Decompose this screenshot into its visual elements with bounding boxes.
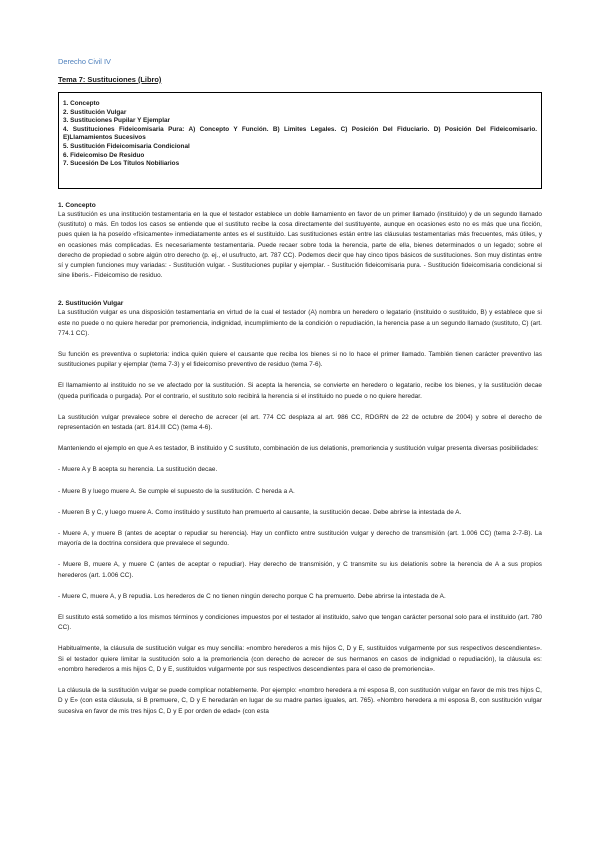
list-item: - Muere B, muere A, y muere C (antes de aceptar o repudiar). Hay derecho de transmisión, y C transmite su ius delationis sobre la herencia de A a sus propios herederos (art. 1.006 CC). <box>58 561 542 579</box>
toc-item: 1. Concepto <box>63 100 100 107</box>
toc-item: 7. Sucesión De Los Títulos Nobiliarios <box>63 160 180 168</box>
paragraph: La sustitución es una institución testamentaria en la que el testador establece un doble llamamiento en favor de un primer llamado (instituido) y de un segundo llamado (sustituto) o más. En todos los casos se entiende que el sustituto recibe la cosa directamente del sustituyente, aunque en ocasiones esto no es más que una ficción, pues quien la ha poseído «físicamente» inmediatamente antes es el sustituido. Las sustituciones están entre las cláusulas testamentarias más frecuentes, más útiles, y en ocasiones más complicadas. Es necesariamente testamentaria. Puede recaer sobre toda la herencia, parte de ella, bienes determinados o un legado; sobre el derecho de propiedad o sobre algún otro derecho (p. ej., el usufructo, art. 787 CC). Podemos decir que hay cinco tipos básicos de sustituciones. Son muy distintas entre sí y cumplen funciones muy variadas: - Sustitución vulgar. - Sustituciones pupilar y ejemplar. - Sustitución fideicomisaria pura. - Sustitución fideicomisaria condicional si sine liberis.- Fideicomiso de residuo. <box>58 211 542 280</box>
list-item: - Muere A y B acepta su herencia. La sustitución decae. <box>58 466 218 474</box>
course-title: Derecho Civil IV <box>58 57 111 66</box>
toc-item: 4. Sustituciones Fideicomisaria Pura: A) Concepto Y Función. B) Limites Legales. C) Posición Del Fiduciario. D) Posición Del Fideicomisario. E)Llamamientos Sucesivos <box>63 125 537 142</box>
table-of-contents <box>58 92 542 189</box>
toc-item: 3. Sustituciones Pupilar Y Ejemplar <box>63 117 171 125</box>
section-heading: 2. Sustitución Vulgar <box>58 300 124 308</box>
document-body <box>58 201 542 717</box>
paragraph: La cláusula de la sustitución vulgar se puede complicar notablemente. Por ejemplo: «nombro heredera a mi esposa B, con sustitución vulgar en favor de mis tres hijos C, D y E» (con esta cláusula, si B premuere, C, D y E heredarán en lugar de su madre partes iguales, art. 765). «Nombro heredera a mi esposa B, con sustitución vulgar sucesiva en favor de mis tres hijos C, D y E por orden de edad» (con esta <box>58 687 542 715</box>
paragraph: La sustitución vulgar prevalece sobre el derecho de acrecer (el art. 774 CC desplaza al art. 986 CC, RDGRN de 22 de octubre de 2004) y sobre el derecho de representación en testada (art. 814.III CC) (tema 4-6). <box>58 413 542 432</box>
paragraph: Habitualmente, la cláusula de sustitución vulgar es muy sencilla: «nombro herederos a mis hijos C, D y E, sustituidos vulgarmente por sus respectivos descendientes». Si el testador quiere limitar la sustitución solo a la premoriencia (con derecho de acrecer de sus hermanos en casos de indignidad o repudiación), la cláusula es: «nombro herederos a mis hijos C, D y E, sustituidos vulgarmente por sus respectivos descendientes para el caso de premoriencia». <box>58 645 542 673</box>
paragraph: La sustitución vulgar es una disposición testamentaria en virtud de la cual el testador (A) nombra un heredero o legatario (instituido o sustituido, B) y establece que si este no puede o no quiere heredar por premoriencia, indignidad, incumplimiento de la condición o repudiación, la herencia pase a un segundo llamado (sustituto, C) (art. 774.1 CC). <box>58 309 542 337</box>
paragraph: El sustituto está sometido a los mismos términos y condiciones impuestos por el testador al instituido, salvo que tengan carácter personal solo para el instituido (art. 780 CC). <box>58 614 542 632</box>
topic-title: Tema 7: Sustituciones (Libro) <box>58 75 162 84</box>
toc-item: 5. Sustitución Fideicomisaria Condicional <box>63 142 190 150</box>
list-item: - Muere A, y muere B (antes de aceptar o repudiar su herencia). Hay un conflicto entre sustitución vulgar y derecho de transmisión (art. 1.006 CC) (tema 2-7-B). La mayoría de la doctrina considera que prevalece el segundo. <box>58 530 542 548</box>
paragraph: Su función es preventiva o supletoria: indica quién quiere el causante que reciba los bienes si no lo hace el primer llamado. También tienen carácter preventivo las sustituciones pupilar y ejemplar (tema 7-3) y el fideicomiso preventivo de residuo (tema 7-6). <box>58 351 542 369</box>
list-item: - Muere B y luego muere A. Se cumple el supuesto de la sustitución. C hereda a A. <box>58 487 295 495</box>
toc-item: 6. Fideicomiso De Residuo <box>63 151 145 159</box>
toc-item: 2. Sustitución Vulgar <box>63 108 127 116</box>
paragraph: El llamamiento al instituido no se ve afectado por la sustitución. Si acepta la herencia, se convierte en heredero o legatario, recibe los bienes, y la sustitución decae (queda purificada o purgada). Por el contrario, el sustituto solo recibirá la herencia si el instituido no puede o no quiere heredar. <box>58 382 542 400</box>
section-heading: 1. Concepto <box>58 202 96 209</box>
list-item: - Muere C, muere A, y B repudia. Los herederos de C no tienen ningún derecho porque C ha premuerto. Debe abrirse la intestada de A. <box>58 592 446 600</box>
paragraph: Manteniendo el ejemplo en que A es testador, B instituido y C sustituto, combinación de ius delationis, premoriencia y sustitución vulgar presenta diversas posibilidades: <box>58 445 539 453</box>
list-item: - Mueren B y C, y luego muere A. Como instituido y sustituto han premuerto al causante, la sustitución decae. Debe abrirse la intestada de A. <box>58 508 462 516</box>
